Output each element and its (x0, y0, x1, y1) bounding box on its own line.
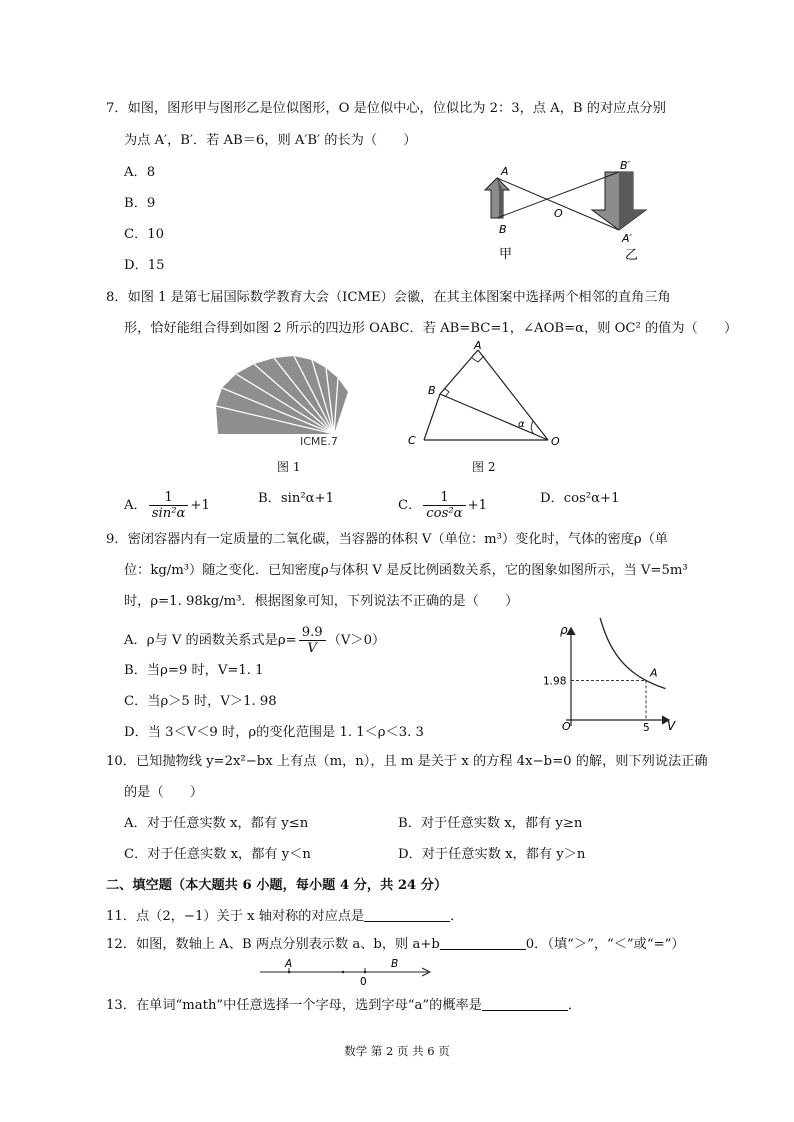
q9-option-a-post: （V＞0） (327, 633, 386, 648)
q13-answer-blank[interactable] (482, 998, 568, 1011)
q9-x-tick-label: 5 (643, 722, 650, 734)
q10-option-c: C．对于任意实数 x，都有 y＜n (124, 847, 311, 862)
q9-option-a-num: 9.9 (299, 625, 326, 641)
q8-option-a-label: A． (124, 498, 147, 513)
q7-option-d: D．15 (124, 258, 165, 273)
icme-logo-figure (214, 348, 356, 448)
q12-number-line (258, 956, 438, 990)
q8-option-c-den: cos²α (426, 506, 463, 521)
q9-option-a (124, 625, 385, 656)
q8-label-a: A (474, 340, 482, 352)
q9-point-a-label: A (650, 666, 658, 680)
q7-label-o: O (554, 207, 563, 220)
q8-label-o: O (551, 435, 560, 448)
q12-zero-label: 0 (360, 976, 367, 988)
q7-option-c: C．10 (124, 227, 165, 242)
q7-option-b: B．9 (124, 196, 156, 211)
q9-stem-line2: 位：kg/m³）随之变化．已知密度ρ与体积 V 是反比例函数关系，它的图象如图所示，当 V=5m³ (124, 563, 688, 578)
q8-option-b (258, 490, 334, 508)
q10-option-d: D．对于任意实数 x，都有 y＞n (398, 847, 586, 862)
q12-answer-blank[interactable] (440, 937, 526, 950)
q8-option-a-tail: +1 (190, 498, 210, 513)
q7-option-a: A．8 (124, 165, 156, 180)
q12-point-b-label: B (391, 958, 399, 970)
q9-option-a-den: V (307, 641, 317, 656)
q9-option-b: B．当ρ=9 时，V=1. 1 (124, 663, 264, 678)
q11-end: ． (450, 909, 464, 924)
q7-label-b: B (499, 223, 507, 236)
q8-label-alpha: α (518, 419, 525, 430)
q8-option-a-num: 1 (149, 490, 189, 506)
q8-option-a-den: sin²α (151, 506, 186, 521)
icme-logo-text: ICME.7 (300, 435, 338, 448)
q7-label-yi: 乙 (625, 248, 639, 263)
q12-stem: 12．如图，数轴上 A、B 两点分别表示数 a、b，则 a+b (106, 937, 440, 952)
q11 (106, 908, 463, 926)
q8-option-c-num: 1 (423, 490, 465, 506)
q7-homothety-figure (478, 158, 678, 268)
q9-option-c: C．当ρ＞5 时，V＞1. 98 (124, 694, 277, 709)
q13-stem: 13．在单词“math”中任意选择一个字母，选到字母“a”的概率是 (106, 998, 482, 1013)
fig1-caption: 图 1 (277, 460, 301, 474)
q8-option-a-fraction (149, 490, 189, 521)
q8-option-b-label: B． (258, 491, 281, 506)
q8-option-b-text: sin²α+1 (280, 491, 335, 506)
q9-inverse-function-graph (536, 618, 686, 736)
q13 (106, 997, 581, 1015)
q9-option-a-pre: A．ρ与 V 的函数关系式是ρ= (124, 633, 297, 648)
q8-option-a (124, 490, 210, 521)
q7-label-a-prime: A′ (622, 232, 633, 245)
q11-answer-blank[interactable] (364, 909, 450, 922)
q9-stem-line3: 时，ρ=1. 98kg/m³．根据图象可知，下列说法不正确的是（ ） (124, 594, 519, 609)
q8-option-c (398, 490, 487, 521)
q8-quadrilateral-figure (400, 340, 570, 448)
section-2-heading: 二、填空题（本大题共 6 小题，每小题 4 分，共 24 分） (106, 878, 448, 893)
q10-stem-line1: 10．已知抛物线 y=2x²−bx 上有点（m，n），且 m 是关于 x 的方程 4x−b=0 的解，则下列说法正确 (106, 754, 708, 769)
q10-option-b: B．对于任意实数 x，都有 y≥n (398, 816, 583, 831)
q8-stem-line1: 8．如图 1 是第七届国际数学教育大会（ICME）会徽，在其主体图案中选择两个相邻的直角三角 (106, 290, 671, 305)
page-footer: 数学 第 2 页 共 6 页 (344, 1044, 450, 1058)
q8-option-c-fraction (423, 490, 465, 521)
q7-stem-line2: 为点 A′，B′．若 AB＝6，则 A′B′ 的长为（ ） (124, 133, 417, 148)
q8-option-c-tail: +1 (467, 498, 488, 513)
q9-y-axis-label: ρ (560, 623, 568, 637)
q9-stem-line1: 9．密闭容器内有一定质量的二氧化碳，当容器的体积 V（单位：m³）变化时，气体的密度ρ（单 (106, 532, 668, 547)
q12-point-a-label: A (285, 958, 293, 970)
q7-label-a: A (501, 165, 509, 178)
q8-option-d-text: cos²α+1 (563, 491, 620, 506)
q8-label-c: C (408, 434, 416, 447)
q8-option-d (540, 490, 620, 508)
q7-stem-line1: 7．如图，图形甲与图形乙是位似图形，O 是位似中心，位似比为 2：3，点 A，B 的对应点分别 (106, 101, 666, 116)
q13-end: ． (567, 998, 582, 1013)
q7-label-b-prime: B′ (620, 159, 631, 172)
fig2-caption: 图 2 (472, 460, 496, 474)
q8-label-b: B (428, 384, 436, 397)
q7-label-jia: 甲 (499, 247, 513, 262)
q12-tail: 0．（填“＞”，“＜”或“=”） (525, 937, 685, 952)
q9-x-axis-label: V (667, 719, 676, 733)
q9-origin-label: O (562, 720, 571, 733)
q9-y-tick-label: 1.98 (543, 675, 567, 688)
q9-option-a-fraction (299, 625, 326, 656)
q11-stem: 11．点（2，−1）关于 x 轴对称的对应点是 (106, 909, 365, 924)
q9-option-d: D．当 3＜V＜9 时，ρ的变化范围是 1. 1＜ρ＜3. 3 (124, 725, 424, 740)
q8-stem-line2: 形，恰好能组合得到如图 2 所示的四边形 OABC．若 AB=BC=1，∠AOB=α，则 OC² 的值为（ ） (124, 321, 738, 336)
q8-option-c-label: C． (398, 498, 422, 513)
q10-stem-line2: 的是（ ） (124, 785, 204, 800)
q10-option-a: A．对于任意实数 x，都有 y≤n (124, 816, 309, 831)
q8-option-d-label: D． (540, 491, 564, 506)
q12 (106, 936, 685, 954)
